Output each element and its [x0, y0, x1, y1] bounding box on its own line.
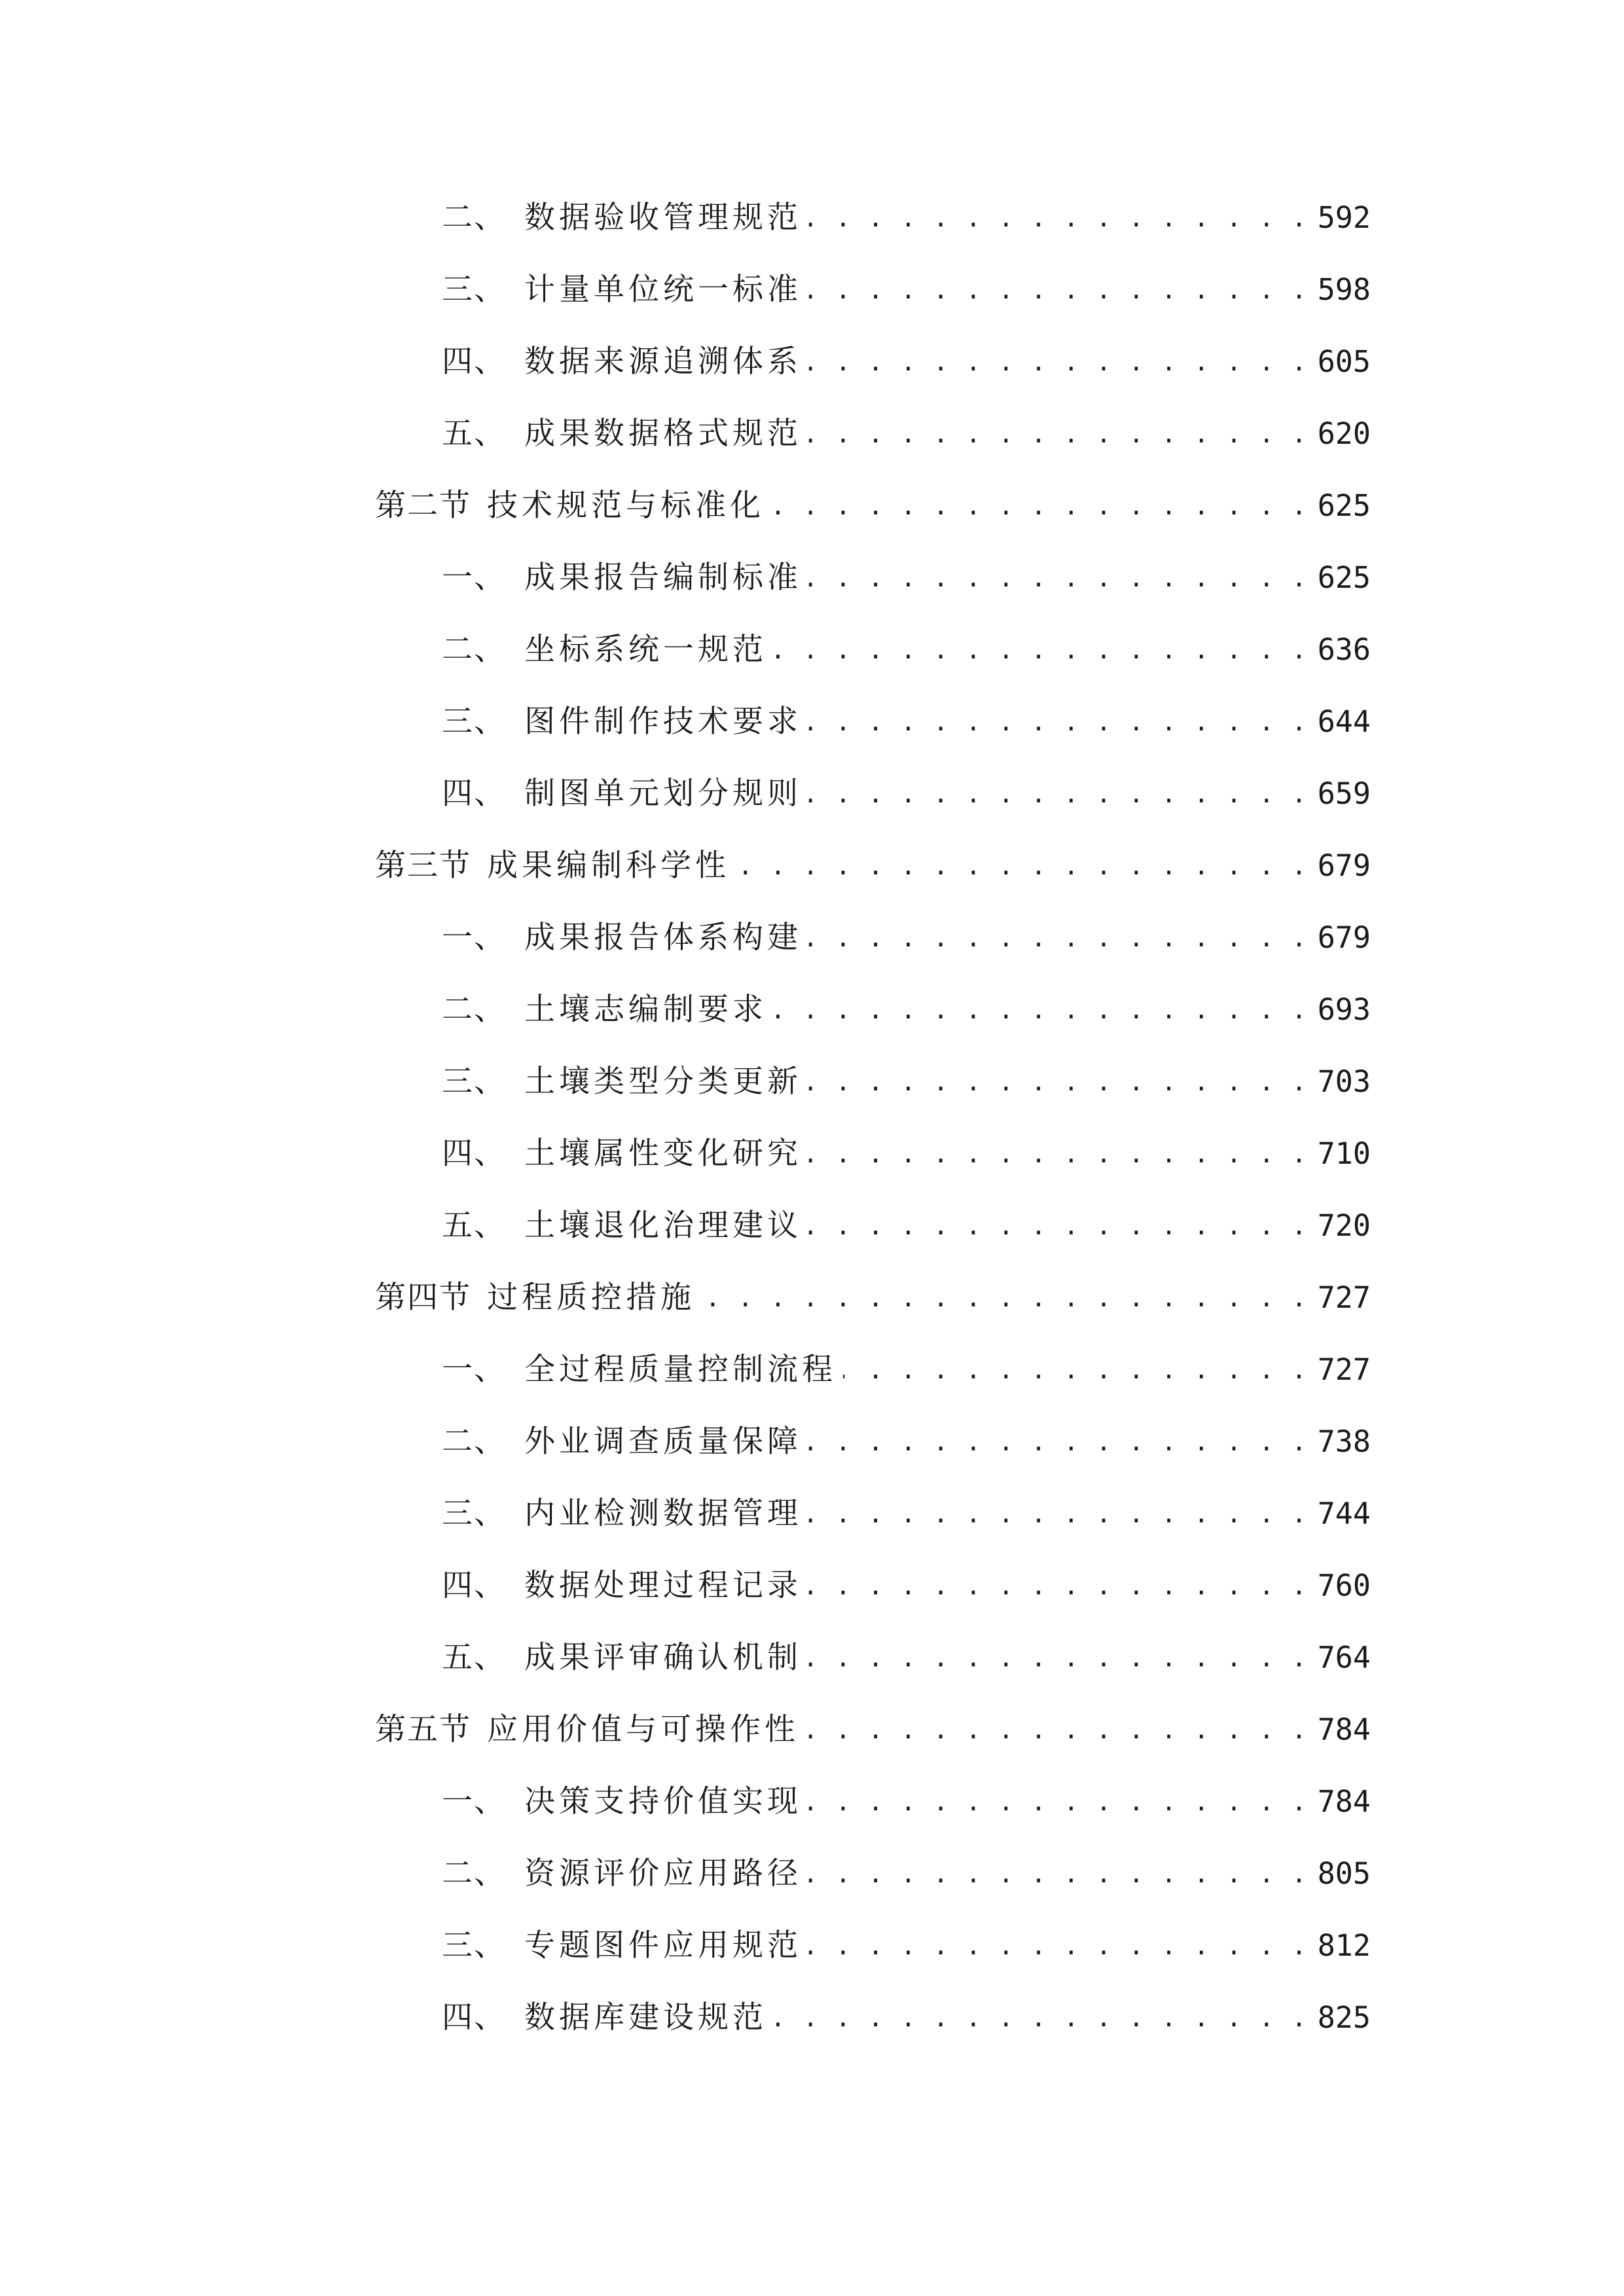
toc-entry-number: 四、 — [442, 1136, 506, 1172]
toc-entry[interactable] — [442, 1848, 1371, 1900]
toc-entry-number: 三、 — [442, 272, 506, 308]
dot-leader — [808, 1488, 1308, 1540]
toc-entry-number: 一、 — [442, 1352, 506, 1388]
dot-leader — [808, 1848, 1308, 1900]
dot-leader — [771, 480, 1308, 532]
toc-entry-page: 720 — [1317, 1208, 1371, 1243]
dot-leader — [808, 1560, 1308, 1612]
toc-section[interactable] — [375, 480, 1371, 532]
toc-entry[interactable] — [442, 1056, 1371, 1108]
toc-entry[interactable] — [442, 624, 1371, 676]
toc-entry-page: 592 — [1317, 200, 1371, 235]
toc-entry-page: 738 — [1317, 1424, 1371, 1459]
toc-entry-number: 二、 — [442, 1856, 506, 1892]
toc-entry-page: 625 — [1317, 560, 1371, 595]
toc-entry-number: 三、 — [442, 704, 506, 740]
toc-entry-number: 五、 — [442, 1208, 506, 1244]
toc-entry-page: 703 — [1317, 1064, 1371, 1099]
toc-entry-title: 制图单元划分规则 — [524, 776, 802, 812]
toc-entry[interactable] — [442, 408, 1371, 460]
toc-entry-title: 数据验收管理规范 — [524, 200, 802, 236]
toc-entry[interactable] — [442, 1992, 1371, 2044]
toc-entry-page: 727 — [1317, 1280, 1371, 1315]
toc-entry-title: 图件制作技术要求 — [524, 704, 802, 740]
dot-leader — [808, 696, 1308, 748]
toc-entry-page: 727 — [1317, 1352, 1371, 1387]
toc-section[interactable] — [375, 1704, 1371, 1756]
toc-entry[interactable] — [442, 1560, 1371, 1612]
toc-entry-page: 693 — [1317, 992, 1371, 1027]
dot-leader — [808, 1776, 1308, 1828]
toc-entry[interactable] — [442, 768, 1371, 820]
toc-entry-title: 数据来源追溯体系 — [524, 344, 802, 380]
toc-entry-page: 625 — [1317, 488, 1371, 523]
toc-entry-page: 784 — [1317, 1784, 1371, 1819]
toc-entry-title: 土壤属性变化研究 — [524, 1136, 802, 1172]
toc-entry-page: 710 — [1317, 1136, 1371, 1171]
toc-entry-number: 三、 — [442, 1064, 506, 1100]
toc-entry-title: 数据库建设规范 — [524, 2000, 767, 2036]
dot-leader — [808, 192, 1308, 244]
dot-leader — [808, 552, 1308, 604]
toc-entry-title: 土壤志编制要求 — [524, 992, 767, 1028]
toc-entry-title: 土壤类型分类更新 — [524, 1064, 802, 1100]
toc-entry-title: 成果数据格式规范 — [524, 416, 802, 452]
toc-section-title: 成果编制科学性 — [487, 848, 730, 884]
toc-entry-page: 812 — [1317, 1928, 1371, 1963]
toc-entry-number: 三、 — [442, 1928, 506, 1964]
toc-section-number: 第二节 — [375, 488, 471, 524]
toc-entry[interactable] — [442, 1488, 1371, 1540]
dot-leader — [774, 624, 1308, 676]
toc-section-number: 第五节 — [375, 1712, 471, 1748]
dot-leader — [736, 840, 1308, 892]
dot-leader — [808, 1128, 1308, 1180]
toc-entry[interactable] — [442, 984, 1371, 1036]
toc-entry-number: 二、 — [442, 632, 506, 668]
toc-entry-number: 五、 — [442, 416, 506, 452]
toc-entry-page: 598 — [1317, 272, 1371, 307]
toc-entry-page: 659 — [1317, 776, 1371, 811]
toc-entry-number: 三、 — [442, 1496, 506, 1532]
toc-entry[interactable] — [442, 1416, 1371, 1468]
toc-entry[interactable] — [442, 264, 1371, 316]
toc-entry-page: 760 — [1317, 1568, 1371, 1603]
toc-entry[interactable] — [442, 1344, 1371, 1396]
toc-section-number: 第四节 — [375, 1280, 471, 1316]
toc-entry-number: 四、 — [442, 776, 506, 812]
dot-leader — [702, 1272, 1308, 1324]
toc-entry-title: 成果评审确认机制 — [524, 1640, 802, 1676]
toc-entry-number: 四、 — [442, 2000, 506, 2036]
dot-leader — [806, 1704, 1308, 1756]
toc-entry-title: 资源评价应用路径 — [524, 1856, 802, 1892]
toc-entry-page: 605 — [1317, 344, 1371, 379]
dot-leader — [808, 1416, 1308, 1468]
toc-entry-title: 数据处理过程记录 — [524, 1568, 802, 1604]
toc-entry-title: 专题图件应用规范 — [524, 1928, 802, 1964]
dot-leader — [808, 912, 1308, 964]
dot-leader — [843, 1344, 1308, 1396]
toc-entry-title: 土壤退化治理建议 — [524, 1208, 802, 1244]
dot-leader — [808, 1632, 1308, 1684]
toc-entry-number: 四、 — [442, 1568, 506, 1604]
toc-entry-title: 成果报告体系构建 — [524, 920, 802, 956]
toc-entry[interactable] — [442, 336, 1371, 388]
toc-entry-page: 825 — [1317, 2000, 1371, 2035]
toc-section-number: 第三节 — [375, 848, 471, 884]
toc-entry-number: 一、 — [442, 560, 506, 596]
toc-section-title: 技术规范与标准化 — [487, 488, 765, 524]
dot-leader — [774, 1992, 1308, 2044]
toc-entry[interactable] — [442, 1632, 1371, 1684]
toc-entry[interactable] — [442, 912, 1371, 964]
toc-section[interactable] — [375, 1272, 1371, 1324]
toc-entry-title: 计量单位统一标准 — [524, 272, 802, 308]
toc-entry-title: 外业调查质量保障 — [524, 1424, 802, 1460]
toc-entry-title: 成果报告编制标准 — [524, 560, 802, 596]
toc-entry-page: 644 — [1317, 704, 1371, 739]
toc-entry-number: 二、 — [442, 1424, 506, 1460]
toc-entry-page: 620 — [1317, 416, 1371, 451]
toc-entry-number: 一、 — [442, 1784, 506, 1820]
toc-entry-number: 二、 — [442, 992, 506, 1028]
toc-entry[interactable] — [442, 192, 1371, 244]
toc-section[interactable] — [375, 840, 1371, 892]
toc-entry-page: 679 — [1317, 920, 1371, 955]
toc-entry-number: 四、 — [442, 344, 506, 380]
toc-entry-page: 679 — [1317, 848, 1371, 883]
toc-entry-page: 784 — [1317, 1712, 1371, 1747]
toc-entry[interactable] — [442, 1128, 1371, 1180]
toc-entry-number: 五、 — [442, 1640, 506, 1676]
dot-leader — [774, 984, 1308, 1036]
toc-entry-page: 636 — [1317, 632, 1371, 667]
dot-leader — [808, 264, 1308, 316]
dot-leader — [808, 768, 1308, 820]
toc-entry-title: 坐标系统一规范 — [524, 632, 767, 668]
toc-entry[interactable] — [442, 696, 1371, 748]
toc-section-title: 应用价值与可操作性 — [487, 1712, 799, 1748]
toc-entry-page: 805 — [1317, 1856, 1371, 1891]
toc-entry-title: 全过程质量控制流程 — [524, 1352, 837, 1388]
dot-leader — [808, 336, 1308, 388]
toc-entry-page: 744 — [1317, 1496, 1371, 1531]
dot-leader — [808, 408, 1308, 460]
dot-leader — [808, 1920, 1308, 1972]
toc-entry-number: 一、 — [442, 920, 506, 956]
toc-entry-page: 764 — [1317, 1640, 1371, 1675]
toc-entry[interactable] — [442, 1920, 1371, 1972]
dot-leader — [808, 1200, 1308, 1252]
toc-entry-title: 内业检测数据管理 — [524, 1496, 802, 1532]
toc-section-title: 过程质控措施 — [487, 1280, 695, 1316]
toc-entry-number: 二、 — [442, 200, 506, 236]
toc-entry-title: 决策支持价值实现 — [524, 1784, 802, 1820]
toc-entry[interactable] — [442, 1776, 1371, 1828]
toc-entry[interactable] — [442, 552, 1371, 604]
toc-entry[interactable] — [442, 1200, 1371, 1252]
dot-leader — [808, 1056, 1308, 1108]
